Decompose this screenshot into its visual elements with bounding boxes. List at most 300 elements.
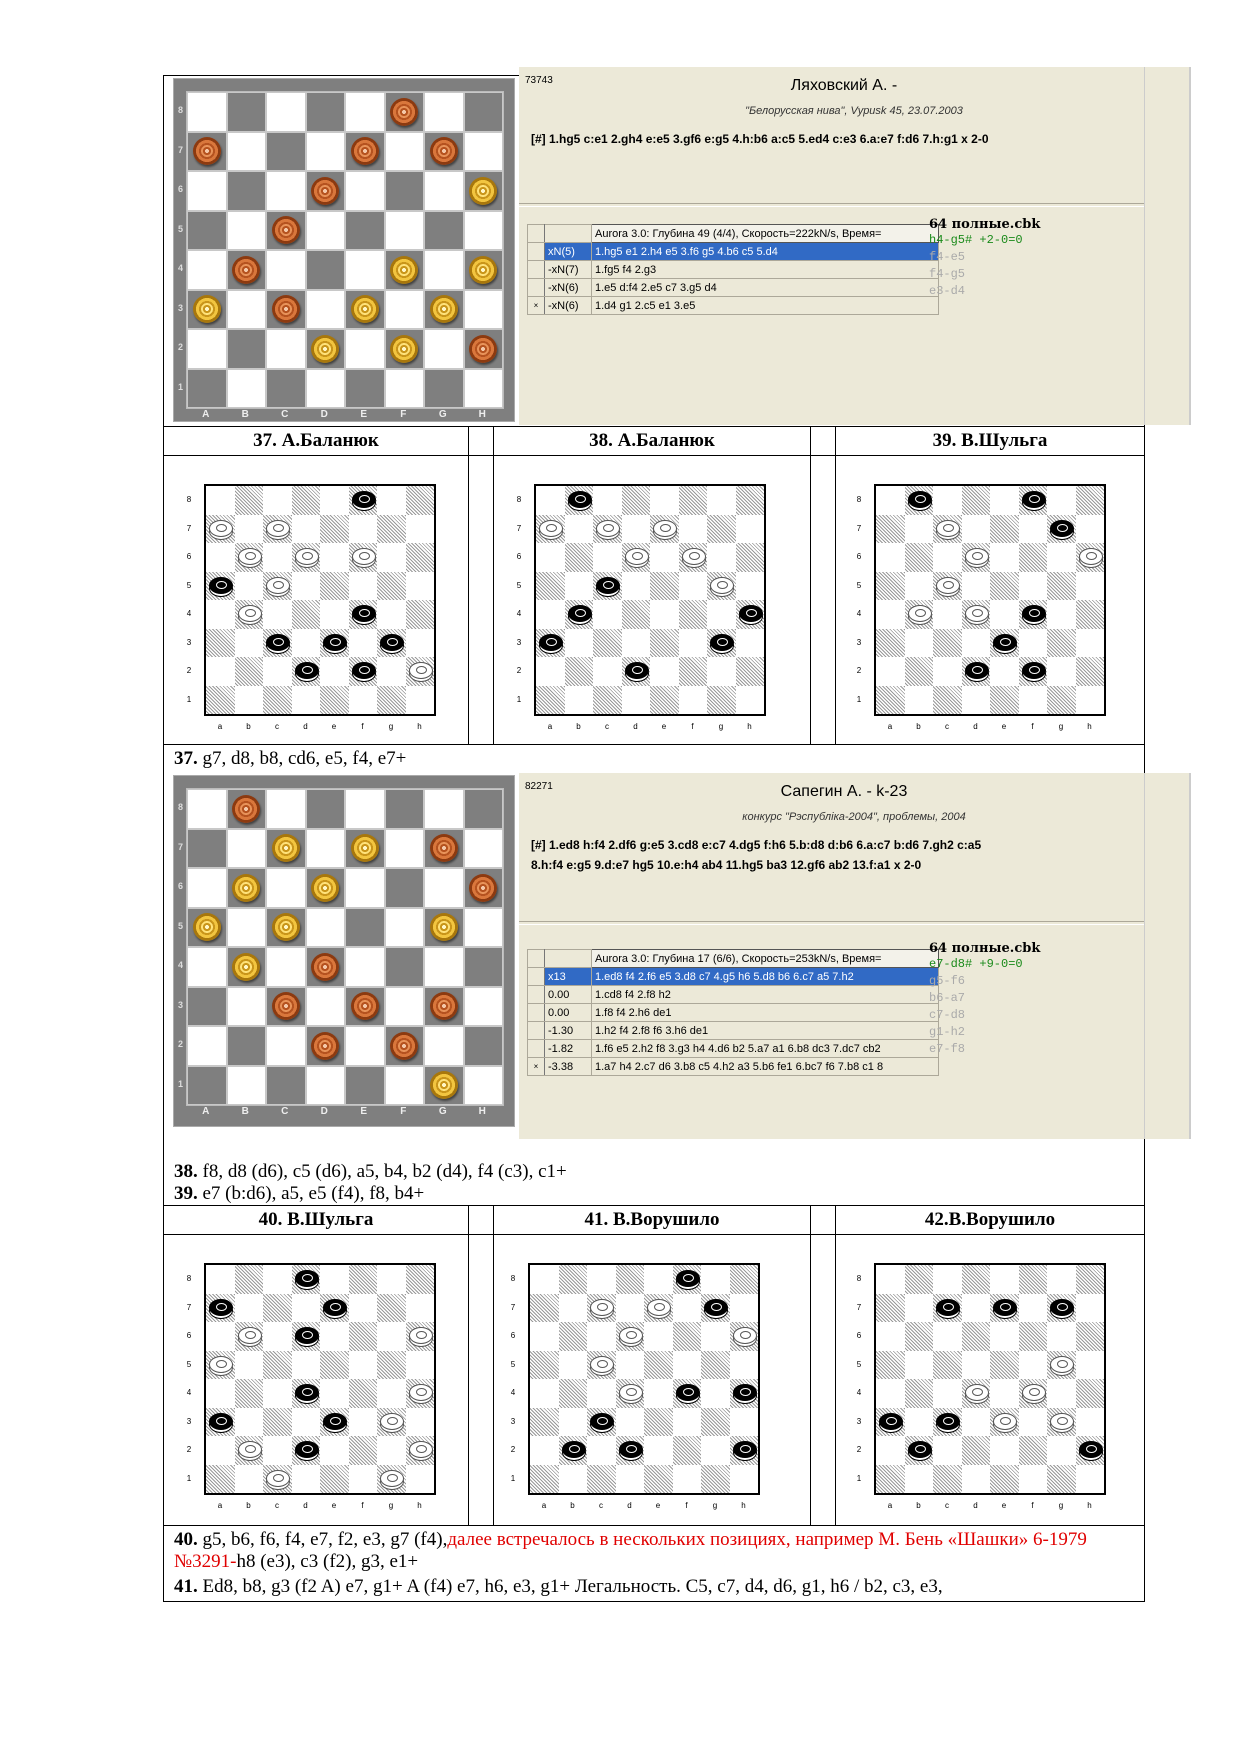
engine-variation-row[interactable]: 0.00 1.f8 f4 2.h6 de1 [528,1004,939,1022]
red-checker-icon[interactable] [311,1032,339,1060]
square-g1 [707,686,736,715]
red-checker-icon[interactable] [430,137,458,165]
square-f5[interactable] [385,908,425,948]
square-a6[interactable] [178,171,227,211]
square-b2[interactable] [227,1026,267,1066]
gold-checker-icon[interactable] [272,834,300,862]
square-g7[interactable] [424,829,464,869]
square-c3 [593,629,622,658]
black-checker-icon [965,662,989,679]
square-e7[interactable] [345,132,385,172]
square-a7[interactable] [178,132,227,172]
white-checker-icon [590,1356,614,1373]
red-checker-icon[interactable] [193,137,221,165]
square-f8 [673,1265,702,1294]
square-g4[interactable] [424,250,464,290]
engine-variation-row[interactable]: -xN(7) 1.fg5 f4 2.g3 [528,261,939,279]
rank-label: 7 [510,1302,516,1312]
square-d5 [292,1351,321,1380]
square-g2[interactable] [424,1026,464,1066]
square-b1[interactable] [227,369,267,409]
square-a4 [530,1379,559,1408]
window-edge [1144,773,1191,1139]
square-c3[interactable] [266,987,306,1027]
square-c3 [263,1408,292,1437]
square-g5[interactable] [424,211,464,251]
square-a2 [206,657,235,686]
square-f5 [349,1351,378,1380]
square-h5 [406,1351,435,1380]
rank-label: 3 [178,302,184,313]
red-checker-icon[interactable] [430,992,458,1020]
square-d7[interactable] [306,829,346,869]
board-40 [186,1263,436,1510]
square-h6[interactable] [464,868,504,908]
square-a5 [876,572,905,601]
square-b5 [235,1351,264,1380]
red-checker-icon[interactable] [390,1032,418,1060]
square-h7[interactable] [464,829,504,869]
file-label: a [217,1501,223,1510]
gold-checker-icon[interactable] [193,295,221,323]
square-h6 [406,543,435,572]
square-g5 [707,572,736,601]
square-d4[interactable] [306,947,346,987]
square-h4 [1076,1379,1105,1408]
square-b1[interactable] [227,1066,267,1106]
square-g4 [707,600,736,629]
square-f7 [349,515,378,544]
square-g4[interactable] [424,947,464,987]
red-checker-icon[interactable] [430,834,458,862]
square-f3 [679,629,708,658]
square-h5[interactable] [464,211,504,251]
square-g5[interactable] [424,908,464,948]
rank-label: 7 [856,523,862,533]
square-h1 [1076,1465,1105,1494]
gold-checker-icon[interactable] [311,874,339,902]
square-h2[interactable] [464,1026,504,1066]
square-e6[interactable] [345,171,385,211]
square-h4 [406,1379,435,1408]
engine-variation-row[interactable]: -1.82 1.f6 e5 2.h2 f8 3.g3 h4 4.d6 b2 5.a7 a1 6.b8 dc3 7.dc7 cb2 [528,1040,939,1058]
square-g8[interactable] [424,789,464,829]
square-b8[interactable] [227,789,267,829]
square-e4[interactable] [345,250,385,290]
red-checker-icon[interactable] [351,992,379,1020]
white-checker-icon [1050,1413,1074,1430]
square-a3[interactable] [178,987,227,1027]
square-e3[interactable] [345,987,385,1027]
square-f4[interactable] [385,250,425,290]
square-e5[interactable] [345,908,385,948]
square-g8[interactable] [424,92,464,132]
square-c2[interactable] [266,329,306,369]
square-c2[interactable] [266,1026,306,1066]
square-g6[interactable] [424,868,464,908]
square-g4 [701,1379,730,1408]
square-f1 [673,1465,702,1494]
square-d3[interactable] [306,290,346,330]
square-c6[interactable] [266,171,306,211]
square-c1[interactable] [266,1066,306,1106]
square-h7 [736,515,765,544]
engine-variation-row[interactable]: 0.00 1.cd8 f4 2.f8 h2 [528,986,939,1004]
square-b7[interactable] [227,829,267,869]
engine-variation-row[interactable]: x13 1.ed8 f4 2.f6 e5 3.d8 c7 4.g5 h6 5.d8 b6 6.c7 a5 7.h2 [528,968,939,986]
square-g1[interactable] [424,1066,464,1106]
database-main-move[interactable]: h4-g5# +2-0=0 [929,233,1023,247]
square-g1 [377,686,406,715]
rank-label: 3 [178,999,184,1010]
square-a7[interactable] [178,829,227,869]
square-b3 [905,1408,934,1437]
square-e6[interactable] [345,868,385,908]
white-checker-icon [936,577,960,594]
square-h4[interactable] [464,250,504,290]
red-checker-icon[interactable] [311,177,339,205]
square-e2[interactable] [345,329,385,369]
square-c6[interactable] [266,868,306,908]
square-a2[interactable] [178,329,227,369]
square-f2[interactable] [385,1026,425,1066]
square-a3 [206,1408,235,1437]
square-c8[interactable] [266,789,306,829]
file-label: h [747,722,752,731]
square-g1 [1047,686,1076,715]
rank-label: 3 [186,1416,192,1426]
square-a3[interactable] [178,290,227,330]
square-h6 [406,1322,435,1351]
database-alt-move[interactable]: b6-a7 [929,991,966,1005]
red-checker-icon[interactable] [469,874,497,902]
square-e2[interactable] [345,1026,385,1066]
white-checker-icon [352,548,376,565]
square-c5[interactable] [266,211,306,251]
square-h8[interactable] [464,789,504,829]
square-c4[interactable] [266,947,306,987]
square-a8 [536,486,565,515]
square-f2[interactable] [385,329,425,369]
square-b5[interactable] [227,211,267,251]
square-d2[interactable] [306,329,346,369]
square-d3[interactable] [306,987,346,1027]
square-d1 [292,686,321,715]
square-g6 [377,543,406,572]
square-h1[interactable] [464,1066,504,1106]
square-a8[interactable] [178,789,227,829]
square-h6[interactable] [464,171,504,211]
gold-checker-icon[interactable] [390,256,418,284]
square-c7 [593,515,622,544]
square-d2[interactable] [306,1026,346,1066]
database-alt-move[interactable]: c7-d8 [929,1008,966,1022]
square-b6[interactable] [227,868,267,908]
rank-label: 4 [510,1388,516,1397]
black-checker-icon [323,634,347,651]
gold-checker-icon[interactable] [469,177,497,205]
square-e8[interactable] [345,789,385,829]
square-b6 [235,543,264,572]
square-c3[interactable] [266,290,306,330]
square-a1[interactable] [178,1066,227,1106]
black-checker-icon [295,1270,319,1287]
square-g6[interactable] [424,171,464,211]
square-g3[interactable] [424,290,464,330]
square-b6 [565,543,594,572]
square-h1[interactable] [464,369,504,409]
red-checker-icon[interactable] [272,295,300,323]
red-checker-icon[interactable] [351,137,379,165]
square-g2[interactable] [424,329,464,369]
square-e8[interactable] [345,92,385,132]
white-checker-icon [590,1299,614,1316]
white-checker-icon [409,1384,433,1401]
rank-label: 8 [178,802,184,812]
square-b8 [235,1265,264,1294]
white-checker-icon [266,1470,290,1487]
square-f3[interactable] [385,290,425,330]
square-f8 [1019,486,1048,515]
square-c4 [933,600,962,629]
square-b1 [235,1465,264,1494]
square-f3 [349,1408,378,1437]
square-h7[interactable] [464,132,504,172]
square-g3[interactable] [424,987,464,1027]
square-d8[interactable] [306,789,346,829]
square-h5[interactable] [464,908,504,948]
database-alt-move[interactable]: e3-d4 [929,284,966,298]
square-d6[interactable] [306,171,346,211]
square-c4[interactable] [266,250,306,290]
square-a4[interactable] [178,947,227,987]
database-alt-move[interactable]: g5-f6 [929,974,966,988]
square-c7[interactable] [266,132,306,172]
spacer-cell [811,1206,836,1234]
square-d7[interactable] [306,132,346,172]
square-a1[interactable] [178,369,227,409]
white-checker-icon [1079,548,1103,565]
square-b4 [235,1379,264,1408]
square-e1[interactable] [345,1066,385,1106]
black-checker-icon [568,491,592,508]
rank-label: 1 [856,1473,862,1483]
file-label: h [1087,1501,1092,1510]
square-b4 [905,1379,934,1408]
square-b4[interactable] [227,947,267,987]
square-g5 [701,1351,730,1380]
square-d1[interactable] [306,1066,346,1106]
square-d8[interactable] [306,92,346,132]
square-h3[interactable] [464,290,504,330]
square-c5[interactable] [266,908,306,948]
square-f5[interactable] [385,211,425,251]
square-b8 [905,486,934,515]
gold-checker-icon[interactable] [430,295,458,323]
square-h4[interactable] [464,947,504,987]
solution-text: e7 (b:d6), a5, e5 (f4), f8, b4+ [197,1183,425,1204]
database-alt-move[interactable]: g1-h2 [929,1025,966,1039]
rank-label: 1 [856,694,862,704]
square-b4[interactable] [227,250,267,290]
square-c5 [587,1351,616,1380]
gold-checker-icon[interactable] [232,953,260,981]
square-d7 [962,1294,991,1323]
square-b2[interactable] [227,329,267,369]
file-label: g [388,1501,394,1510]
square-a5[interactable] [178,211,227,251]
database-alt-move[interactable]: f4-e5 [929,250,966,264]
square-e5[interactable] [345,211,385,251]
square-f7[interactable] [385,132,425,172]
square-f8[interactable] [385,92,425,132]
square-f3[interactable] [385,987,425,1027]
square-e4[interactable] [345,947,385,987]
square-c7 [587,1294,616,1323]
white-checker-icon [625,548,649,565]
gold-checker-icon[interactable] [193,913,221,941]
gold-checker-icon[interactable] [232,874,260,902]
square-d4[interactable] [306,250,346,290]
square-e6 [320,543,349,572]
square-d2 [616,1436,645,1465]
square-g4 [1047,1379,1076,1408]
square-a4[interactable] [178,250,227,290]
square-f6[interactable] [385,171,425,211]
square-a8[interactable] [178,92,227,132]
info-panel-2 [519,773,1191,1139]
problem-40-title: 40. В.Шульга [164,1206,469,1234]
black-checker-icon [209,577,233,594]
square-e1[interactable] [345,369,385,409]
square-g7[interactable] [424,132,464,172]
database-alt-move[interactable]: e7-f8 [929,1042,966,1056]
black-checker-icon [209,1299,233,1316]
square-a6[interactable] [178,868,227,908]
red-checker-icon[interactable] [272,216,300,244]
square-f6[interactable] [385,868,425,908]
square-b8[interactable] [227,92,267,132]
square-a5[interactable] [178,908,227,948]
square-g1[interactable] [424,369,464,409]
rank-label: 4 [186,609,192,618]
red-checker-icon[interactable] [390,98,418,126]
red-checker-icon[interactable] [272,992,300,1020]
square-f7[interactable] [385,829,425,869]
file-label: f [1031,1501,1034,1510]
database-alt-move[interactable]: f4-g5 [929,267,966,281]
square-c7[interactable] [266,829,306,869]
problem-37-title: 37. А.Баланюк [164,427,469,455]
white-checker-icon [733,1327,757,1344]
square-e5 [320,1351,349,1380]
gold-checker-icon[interactable] [469,256,497,284]
square-f4[interactable] [385,947,425,987]
square-c6 [593,543,622,572]
engine-variation-row[interactable]: × -3.38 1.a7 h4 2.c7 d6 3.b8 c5 4.h2 a3 5.b6 fe1 6.bc7 f6 7.b8 c1 8 [528,1058,939,1076]
engine-variation-row[interactable]: xN(5) 1.hg5 e1 2.h4 e5 3.f6 g5 4.b6 c5 5.d4 [528,243,939,261]
red-checker-icon[interactable] [232,256,260,284]
square-e7[interactable] [345,829,385,869]
black-checker-icon [710,634,734,651]
file-label: h [417,722,422,731]
square-a2[interactable] [178,1026,227,1066]
engine-variation-row[interactable]: -1.30 1.h2 f4 2.f8 f6 3.h6 de1 [528,1022,939,1040]
square-g2 [1047,657,1076,686]
square-h8[interactable] [464,92,504,132]
square-c7 [933,515,962,544]
database-main-move[interactable]: e7-d8# +9-0=0 [929,957,1023,971]
black-checker-icon [562,1441,586,1458]
square-c8[interactable] [266,92,306,132]
diagram-cell-38 [494,456,811,744]
rank-label: 8 [186,1274,192,1283]
engine-analysis-grid-2[interactable] [527,949,939,1076]
square-f8[interactable] [385,789,425,829]
gold-checker-icon[interactable] [390,335,418,363]
square-d2 [622,657,651,686]
square-b3[interactable] [227,987,267,1027]
solution-number: 37. [174,748,198,769]
engine-analysis-grid-1[interactable] [527,224,939,315]
diagram-row-2 [164,1235,1144,1526]
red-checker-icon[interactable] [311,953,339,981]
square-d5[interactable] [306,908,346,948]
square-d5[interactable] [306,211,346,251]
gold-checker-icon[interactable] [430,913,458,941]
problem-41-title: 41. В.Ворушило [494,1206,811,1234]
square-d6[interactable] [306,868,346,908]
square-c6 [263,543,292,572]
solution-41 [164,1576,1144,1601]
rank-label: 4 [186,1388,192,1397]
black-checker-icon [993,1299,1017,1316]
square-b6 [235,1322,264,1351]
red-checker-icon[interactable] [232,795,260,823]
solution-text: Ed8, b8, g3 (f2 A) e7, g1+ A (f4) e7, h6, e3, g1+ Легальность. C5, c7, d4, d6, g1, h6 / b2, c3, e3, [197,1576,943,1597]
square-e3[interactable] [345,290,385,330]
square-d1[interactable] [306,369,346,409]
gold-checker-icon[interactable] [272,913,300,941]
square-c1[interactable] [266,369,306,409]
rank-label: 6 [516,552,522,561]
square-f1[interactable] [385,369,425,409]
square-b7[interactable] [227,132,267,172]
engine-variation-row[interactable]: × -xN(6) 1.d4 g1 2.c5 e1 3.e5 [528,297,939,315]
gold-checker-icon[interactable] [351,295,379,323]
square-h3[interactable] [464,987,504,1027]
square-b3[interactable] [227,290,267,330]
red-checker-icon[interactable] [469,335,497,363]
engine-variation-row[interactable]: -xN(6) 1.e5 d:f4 2.e5 c7 3.g5 d4 [528,279,939,297]
square-g3 [377,629,406,658]
square-f1[interactable] [385,1066,425,1106]
square-b8 [565,486,594,515]
square-b5[interactable] [227,908,267,948]
square-d6 [962,1322,991,1351]
gold-checker-icon[interactable] [351,834,379,862]
file-label: D [320,1106,328,1117]
rank-label: 4 [856,609,862,618]
problem-38-title: 38. А.Баланюк [494,427,811,455]
gold-checker-icon[interactable] [430,1071,458,1099]
square-g8 [377,486,406,515]
square-h2[interactable] [464,329,504,369]
square-c2 [593,657,622,686]
square-b6[interactable] [227,171,267,211]
rank-label: 2 [186,1445,192,1454]
gold-checker-icon[interactable] [311,335,339,363]
